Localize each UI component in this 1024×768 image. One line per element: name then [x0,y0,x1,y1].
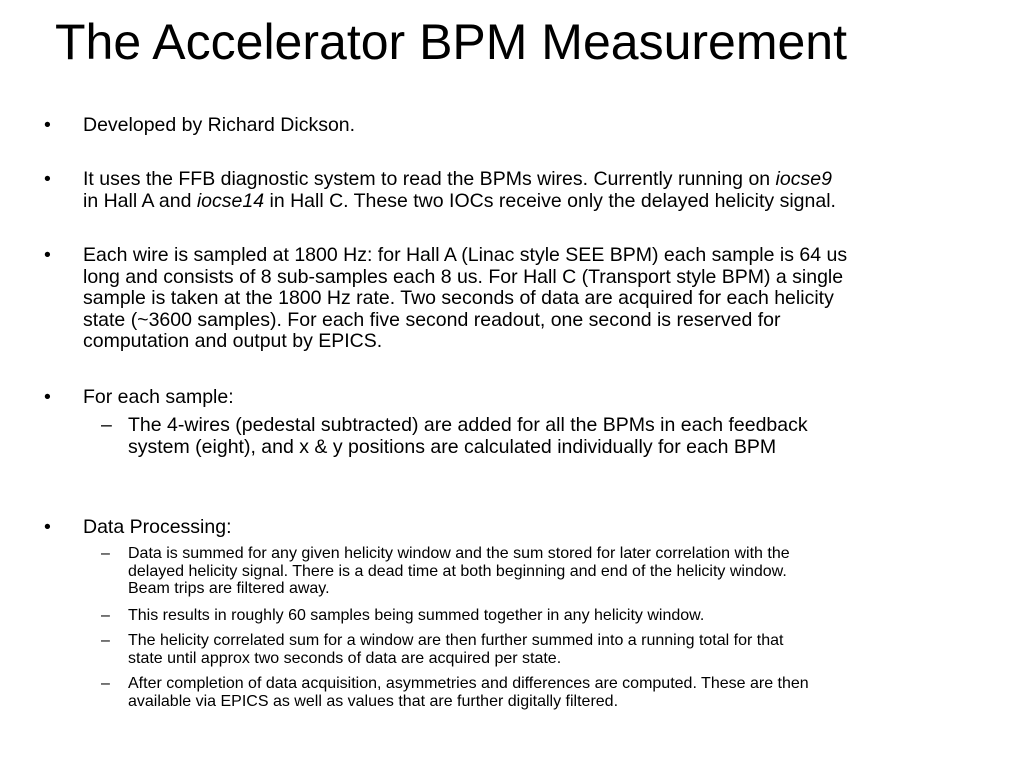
sub-bullet-marker: – [101,545,110,562]
sub-bullet-marker: – [101,632,110,649]
sub-bullet-line: system (eight), and x & y positions are calculated individually for each BPM [128,435,777,458]
sub-bullet-text [128,675,809,710]
bullet-line: state (~3600 samples). For each five second readout, one second is reserved for [83,308,781,331]
bullet-line: Each wire is sampled at 1800 Hz: for Hall A (Linac style SEE BPM) each sample is 64 us [83,244,848,266]
sub-bullet-line: available via EPICS as well as values that are further digitally filtered. [128,692,619,710]
sub-bullet-marker: – [101,675,110,692]
bullet-line [83,169,993,191]
sub-bullet-line: The helicity correlated sum for a window are then further summed into a running total for that [128,632,784,649]
sub-bullet-line: delayed helicity signal. There is a dead time at both beginning and end of the helicity window. [128,562,787,580]
ioc-name: iocse14 [196,189,265,212]
slide-title: The Accelerator BPM Measurement [55,14,847,70]
sub-bullet-marker: – [101,607,110,624]
bullet-marker: • [44,114,51,136]
sub-bullet-line: The 4-wires (pedestal subtracted) are added for all the BPMs in each feedback [128,414,808,436]
sub-bullet-line: After completion of data acquisition, asymmetries and differences are computed. These are then [128,675,809,692]
bullet-line [83,191,993,213]
bullet-text: Developed by Richard Dickson. [83,114,356,136]
bullet-marker: • [44,386,51,408]
bullet-text [83,169,993,212]
sub-bullet-line: This results in roughly 60 samples being summed together in any helicity window. [128,607,705,624]
text-segment: in Hall A and [83,189,197,212]
bullet-text: Data Processing: [83,516,232,538]
bullet-text: For each sample: [83,386,234,408]
sub-bullet-line: Data is summed for any given helicity window and the sum stored for later correlation with the [128,545,790,562]
sub-bullet-text [128,545,790,598]
bullet-marker: • [44,168,51,190]
sub-bullet-text [128,607,704,625]
bullet-marker: • [44,244,51,266]
bullet-line: computation and output by EPICS. [83,330,383,352]
sub-bullet-line: state until approx two seconds of data are acquired per state. [128,649,562,667]
bullet-line: sample is taken at the 1800 Hz rate. Two seconds of data are acquired for each helicity [83,287,834,309]
text-segment: It uses the FFB diagnostic system to read the BPMs wires. Currently running on [83,168,776,190]
text-segment: in Hall C. These two IOCs receive only the delayed helicity signal. [264,189,836,212]
sub-bullet-text [128,415,808,458]
sub-bullet-marker: – [101,414,112,436]
bullet-text [83,245,993,353]
bullet-marker: • [44,516,51,538]
ioc-name: iocse9 [775,168,832,190]
bullet-line: long and consists of 8 sub-samples each 8 us. For Hall C (Transport style BPM) a single [83,265,844,288]
sub-bullet-line: Beam trips are filtered away. [128,580,330,597]
sub-bullet-text [128,632,783,667]
